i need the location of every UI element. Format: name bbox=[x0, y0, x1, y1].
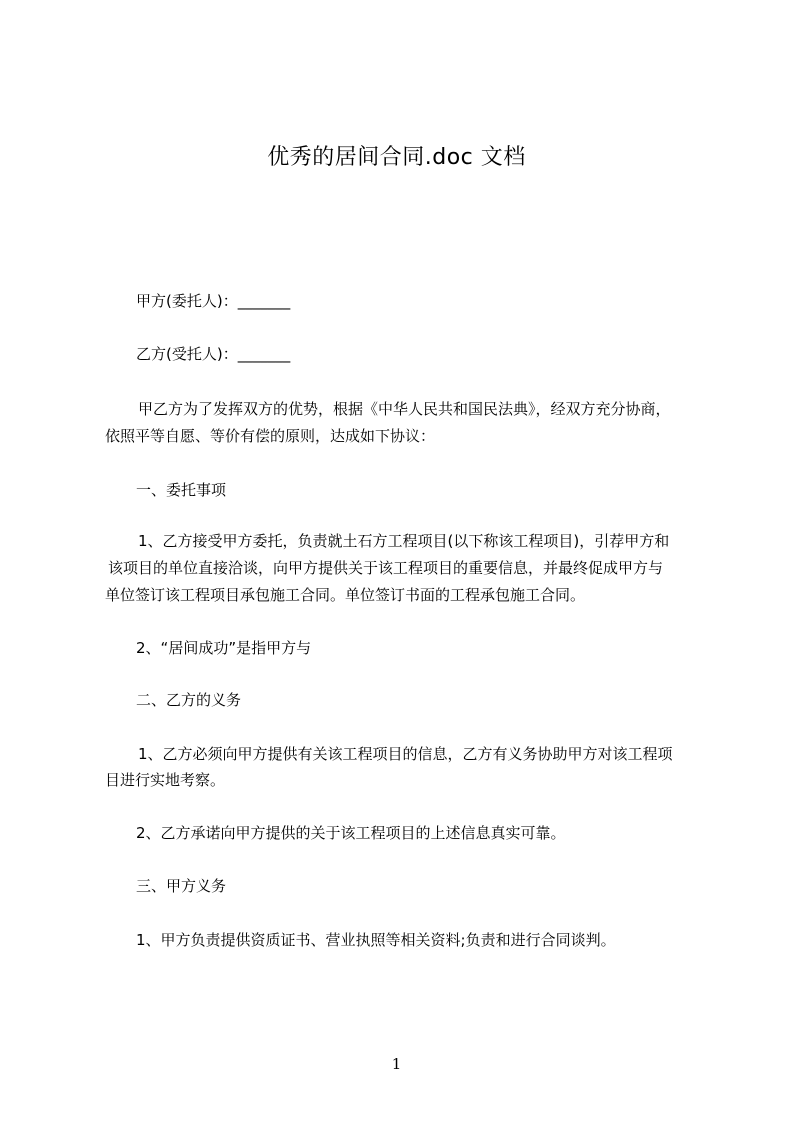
section3-heading: 三、甲方义务 bbox=[136, 877, 227, 895]
intro-line-1: 甲乙方为了发挥双方的优势，根据《中华人民共和国民法典》，经双方充分协商， bbox=[138, 400, 671, 418]
section1-heading: 一、委托事项 bbox=[136, 481, 227, 499]
party-a-line: 甲方(委托人)：_______ bbox=[136, 292, 291, 310]
section3-item1: 1、甲方负责提供资质证书、营业执照等相关资料;负责和进行合同谈判。 bbox=[136, 931, 616, 949]
page-number: 1 bbox=[391, 1055, 402, 1073]
section2-item1-line-1: 1、乙方必须向甲方提供有关该工程项目的信息，乙方有义务协助甲方对该工程项 bbox=[138, 745, 673, 763]
section1-item2: 2、“居间成功”是指甲方与 bbox=[136, 639, 312, 657]
party-b-line: 乙方(受托人)：_______ bbox=[136, 345, 291, 363]
section2-item1-line-2: 目进行实地考察。 bbox=[105, 771, 226, 789]
section2-item2: 2、乙方承诺向甲方提供的关于该工程项目的上述信息真实可靠。 bbox=[136, 824, 566, 842]
section1-item1-line-1: 1、乙方接受甲方委托，负责就土石方工程项目(以下称该工程项目)，引荐甲方和 bbox=[138, 532, 670, 550]
section1-item1-line-2: 该项目的单位直接洽谈，向甲方提供关于该工程项目的重要信息，并最终促成甲方与 bbox=[108, 559, 664, 577]
intro-line-2: 依照平等自愿、等价有偿的原则，达成如下协议： bbox=[105, 427, 436, 445]
document-title: 优秀的居间合同.doc 文档 bbox=[267, 145, 526, 170]
section1-item1-line-3: 单位签订该工程项目承包施工合同。单位签订书面的工程承包施工合同。 bbox=[105, 586, 586, 604]
section2-heading: 二、乙方的义务 bbox=[136, 691, 242, 709]
